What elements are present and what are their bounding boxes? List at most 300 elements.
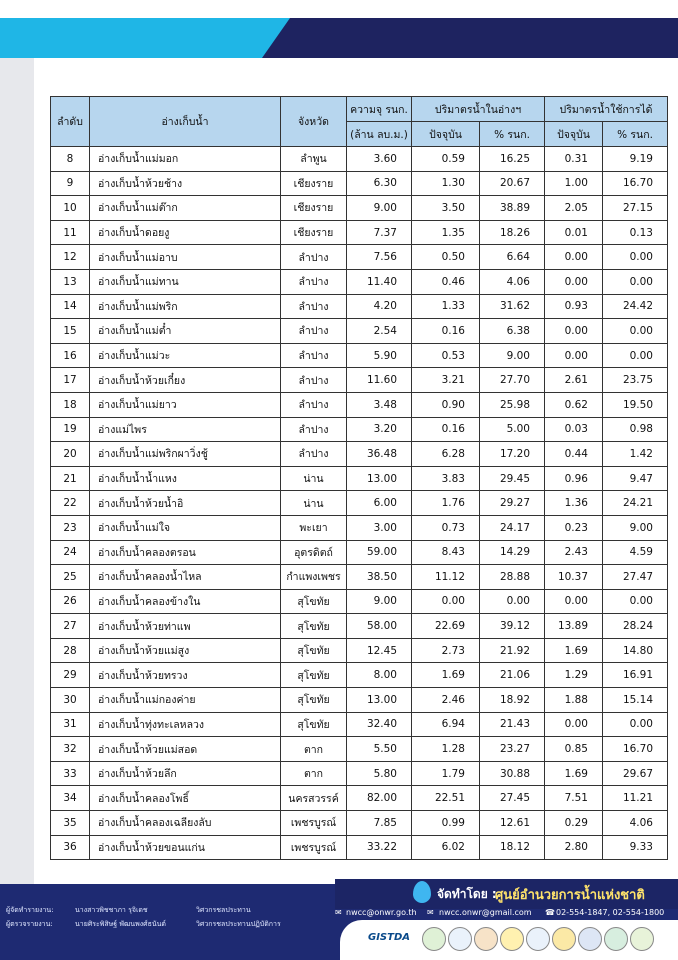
cell-usable: 1.88 xyxy=(545,688,603,713)
cell-name: อ่างเก็บน้ำดอยงู xyxy=(90,220,281,245)
cell-usable: 0.44 xyxy=(545,442,603,467)
table-row xyxy=(51,811,668,836)
cell-name: อ่างเก็บน้ำแม่ต๊าก xyxy=(90,196,281,221)
cell-province: ลำปาง xyxy=(281,245,347,270)
cell-usable-pct: 15.14 xyxy=(603,688,668,713)
cell-name: อ่างเก็บน้ำแม่ต๋ำ xyxy=(90,319,281,344)
cell-no: 32 xyxy=(51,737,90,762)
cell-storage-pct: 28.88 xyxy=(480,565,545,590)
cell-province: ลำปาง xyxy=(281,343,347,368)
cell-usable: 0.01 xyxy=(545,220,603,245)
cell-capacity: 3.48 xyxy=(347,392,412,417)
cell-usable: 1.00 xyxy=(545,171,603,196)
cell-storage: 22.69 xyxy=(412,614,480,639)
partner-logo-3 xyxy=(474,927,498,951)
org-name: ศูนย์อำนวยการน้ำแห่งชาติ xyxy=(495,888,645,903)
cell-name: อ่างเก็บน้ำห้วยแม่สอด xyxy=(90,737,281,762)
reservoir-table xyxy=(50,96,668,860)
cell-usable-pct: 16.91 xyxy=(603,663,668,688)
cell-usable-pct: 14.80 xyxy=(603,638,668,663)
cell-storage-pct: 24.17 xyxy=(480,515,545,540)
table-row xyxy=(51,540,668,565)
cell-usable-pct: 4.06 xyxy=(603,811,668,836)
cell-no: 30 xyxy=(51,688,90,713)
cell-usable-pct: 0.00 xyxy=(603,343,668,368)
cell-name: อ่างเก็บน้ำคลองตรอน xyxy=(90,540,281,565)
cell-name: อ่างเก็บน้ำห้วยขอนแก่น xyxy=(90,835,281,860)
cell-name: อ่างเก็บน้ำแม่พริกผาวิ่งชู้ xyxy=(90,442,281,467)
cell-usable: 0.00 xyxy=(545,589,603,614)
table-row xyxy=(51,319,668,344)
email-icon-2: ✉ xyxy=(427,908,434,917)
cell-no: 16 xyxy=(51,343,90,368)
table-row xyxy=(51,147,668,172)
cell-usable-pct: 9.19 xyxy=(603,147,668,172)
table-row xyxy=(51,171,668,196)
reporter-label: ผู้จัดทำรายงาน: xyxy=(6,906,54,914)
cell-name: อ่างเก็บน้ำห้วยลึก xyxy=(90,761,281,786)
cell-province: น่าน xyxy=(281,466,347,491)
cell-capacity: 5.50 xyxy=(347,737,412,762)
partner-logo-7 xyxy=(578,927,602,951)
cell-storage: 2.46 xyxy=(412,688,480,713)
cell-no: 15 xyxy=(51,319,90,344)
cell-no: 14 xyxy=(51,294,90,319)
top-banner xyxy=(0,0,678,58)
col-header-no: ลำดับ xyxy=(51,97,90,147)
table-row xyxy=(51,638,668,663)
cell-no: 34 xyxy=(51,786,90,811)
cell-capacity: 13.00 xyxy=(347,466,412,491)
cell-usable-pct: 9.47 xyxy=(603,466,668,491)
cell-capacity: 82.00 xyxy=(347,786,412,811)
cell-usable-pct: 0.00 xyxy=(603,245,668,270)
cell-no: 28 xyxy=(51,638,90,663)
cell-name: อ่างเก็บน้ำทุ่งทะเลหลวง xyxy=(90,712,281,737)
cell-name: อ่างเก็บน้ำห้วยเกี๋ยง xyxy=(90,368,281,393)
table-row xyxy=(51,786,668,811)
cell-province: เพชรบูรณ์ xyxy=(281,835,347,860)
cell-province: สุโขทัย xyxy=(281,663,347,688)
cell-no: 24 xyxy=(51,540,90,565)
cell-storage: 0.53 xyxy=(412,343,480,368)
cell-capacity: 12.45 xyxy=(347,638,412,663)
cell-storage: 1.35 xyxy=(412,220,480,245)
col-header-usable-percent: % รนก. xyxy=(603,122,668,147)
cell-province: สุโขทัย xyxy=(281,614,347,639)
cell-storage: 0.46 xyxy=(412,269,480,294)
cell-storage: 3.50 xyxy=(412,196,480,221)
table-row xyxy=(51,491,668,516)
col-header-capacity: ความจุ รนก. xyxy=(347,97,412,122)
cell-usable-pct: 29.67 xyxy=(603,761,668,786)
cell-storage-pct: 30.88 xyxy=(480,761,545,786)
partner-logo-5 xyxy=(526,927,550,951)
cell-storage-pct: 6.64 xyxy=(480,245,545,270)
cell-usable: 2.05 xyxy=(545,196,603,221)
col-header-capacity-unit: (ล้าน ลบ.ม.) xyxy=(347,122,412,147)
table-row xyxy=(51,565,668,590)
cell-capacity: 9.00 xyxy=(347,589,412,614)
cell-storage-pct: 29.45 xyxy=(480,466,545,491)
table-row xyxy=(51,392,668,417)
cell-storage-pct: 23.27 xyxy=(480,737,545,762)
cell-storage: 1.69 xyxy=(412,663,480,688)
cell-storage-pct: 29.27 xyxy=(480,491,545,516)
table-row xyxy=(51,614,668,639)
cell-no: 8 xyxy=(51,147,90,172)
partner-logo-6 xyxy=(552,927,576,951)
cell-usable: 0.00 xyxy=(545,269,603,294)
cell-capacity: 2.54 xyxy=(347,319,412,344)
cell-province: เชียงราย xyxy=(281,171,347,196)
cell-province: ลำปาง xyxy=(281,294,347,319)
cell-storage: 0.50 xyxy=(412,245,480,270)
table-row xyxy=(51,196,668,221)
cell-name: อ่างเก็บน้ำแม่ใจ xyxy=(90,515,281,540)
cell-name: อ่างเก็บน้ำแม่ทาน xyxy=(90,269,281,294)
cell-usable-pct: 23.75 xyxy=(603,368,668,393)
col-header-reservoir: อ่างเก็บน้ำ xyxy=(90,97,281,147)
cell-usable-pct: 28.24 xyxy=(603,614,668,639)
table-row xyxy=(51,220,668,245)
cell-storage-pct: 14.29 xyxy=(480,540,545,565)
cell-usable: 1.69 xyxy=(545,761,603,786)
cell-no: 20 xyxy=(51,442,90,467)
cell-usable: 0.03 xyxy=(545,417,603,442)
cell-storage: 0.99 xyxy=(412,811,480,836)
cell-usable: 0.29 xyxy=(545,811,603,836)
cell-province: นครสวรรค์ xyxy=(281,786,347,811)
cell-storage-pct: 21.43 xyxy=(480,712,545,737)
partner-logo-4 xyxy=(500,927,524,951)
cell-usable: 0.31 xyxy=(545,147,603,172)
cell-storage: 0.16 xyxy=(412,319,480,344)
cell-storage-pct: 18.12 xyxy=(480,835,545,860)
cell-storage-pct: 20.67 xyxy=(480,171,545,196)
cell-name: อ่างแม่ไพร xyxy=(90,417,281,442)
cell-capacity: 32.40 xyxy=(347,712,412,737)
partner-logo-8 xyxy=(604,927,628,951)
cell-usable-pct: 0.00 xyxy=(603,589,668,614)
table-body xyxy=(51,147,668,860)
cell-storage: 0.16 xyxy=(412,417,480,442)
cell-name: อ่างเก็บน้ำห้วยท่าแพ xyxy=(90,614,281,639)
cell-storage-pct: 21.92 xyxy=(480,638,545,663)
cell-capacity: 11.40 xyxy=(347,269,412,294)
cell-usable: 1.69 xyxy=(545,638,603,663)
cell-storage: 0.59 xyxy=(412,147,480,172)
cell-storage-pct: 39.12 xyxy=(480,614,545,639)
table-row xyxy=(51,368,668,393)
table-row xyxy=(51,761,668,786)
cell-no: 36 xyxy=(51,835,90,860)
cell-storage-pct: 9.00 xyxy=(480,343,545,368)
cell-capacity: 3.20 xyxy=(347,417,412,442)
cell-usable-pct: 16.70 xyxy=(603,171,668,196)
cell-capacity: 38.50 xyxy=(347,565,412,590)
cell-province: ลำปาง xyxy=(281,368,347,393)
cell-storage: 1.79 xyxy=(412,761,480,786)
email-icon: ✉ xyxy=(335,908,342,917)
left-margin-strip xyxy=(0,58,34,884)
cell-usable-pct: 27.47 xyxy=(603,565,668,590)
cell-no: 18 xyxy=(51,392,90,417)
table-row xyxy=(51,343,668,368)
cell-storage-pct: 4.06 xyxy=(480,269,545,294)
table-row xyxy=(51,663,668,688)
cell-usable: 1.36 xyxy=(545,491,603,516)
cell-storage: 0.90 xyxy=(412,392,480,417)
cell-no: 26 xyxy=(51,589,90,614)
cell-name: อ่างเก็บน้ำห้วยแม่สูง xyxy=(90,638,281,663)
phone-icon: ☎ xyxy=(545,908,555,917)
cell-name: อ่างเก็บน้ำแม่อาบ xyxy=(90,245,281,270)
cell-capacity: 33.22 xyxy=(347,835,412,860)
cell-province: น่าน xyxy=(281,491,347,516)
cell-no: 31 xyxy=(51,712,90,737)
cell-no: 29 xyxy=(51,663,90,688)
cell-usable: 0.00 xyxy=(545,245,603,270)
cell-province: เชียงราย xyxy=(281,220,347,245)
table-row xyxy=(51,589,668,614)
gistda-logo: GISTDA xyxy=(368,932,410,943)
table-row xyxy=(51,417,668,442)
cell-no: 13 xyxy=(51,269,90,294)
cell-usable-pct: 9.00 xyxy=(603,515,668,540)
cell-name: อ่างเก็บน้ำแม่มอก xyxy=(90,147,281,172)
cell-capacity: 8.00 xyxy=(347,663,412,688)
cell-usable-pct: 9.33 xyxy=(603,835,668,860)
checker-role: วิศวกรชลประทานปฏิบัติการ xyxy=(196,920,281,928)
cell-storage: 1.28 xyxy=(412,737,480,762)
checker-label: ผู้ตรวจรายงาน: xyxy=(6,920,53,928)
table-row xyxy=(51,737,668,762)
cell-storage: 6.02 xyxy=(412,835,480,860)
partner-logo-9 xyxy=(630,927,654,951)
cell-usable-pct: 27.15 xyxy=(603,196,668,221)
cell-province: เพชรบูรณ์ xyxy=(281,811,347,836)
cell-capacity: 6.00 xyxy=(347,491,412,516)
cell-storage-pct: 27.70 xyxy=(480,368,545,393)
cell-name: อ่างเก็บน้ำคลองเฉลียงลับ xyxy=(90,811,281,836)
cell-storage-pct: 5.00 xyxy=(480,417,545,442)
cell-storage: 22.51 xyxy=(412,786,480,811)
reporter-role: วิศวกรชลประทาน xyxy=(196,906,251,914)
cell-usable-pct: 0.00 xyxy=(603,712,668,737)
partner-logo-1 xyxy=(422,927,446,951)
cell-name: อ่างเก็บน้ำแม่กองค่าย xyxy=(90,688,281,713)
cell-province: ตาก xyxy=(281,761,347,786)
cell-name: อ่างเก็บน้ำห้วยทรวง xyxy=(90,663,281,688)
col-header-province: จังหวัด xyxy=(281,97,347,147)
cell-no: 21 xyxy=(51,466,90,491)
cell-capacity: 6.30 xyxy=(347,171,412,196)
cell-usable: 0.23 xyxy=(545,515,603,540)
cell-usable-pct: 0.00 xyxy=(603,319,668,344)
cell-no: 19 xyxy=(51,417,90,442)
cell-province: ลำปาง xyxy=(281,442,347,467)
cell-capacity: 7.56 xyxy=(347,245,412,270)
email-secondary: nwcc.onwr@gmail.com xyxy=(439,908,532,917)
cell-capacity: 5.80 xyxy=(347,761,412,786)
top-banner-cyan-accent xyxy=(0,18,290,58)
cell-usable: 0.93 xyxy=(545,294,603,319)
made-by-label: จัดทำโดย : xyxy=(437,887,497,901)
cell-province: ตาก xyxy=(281,737,347,762)
cell-storage-pct: 16.25 xyxy=(480,147,545,172)
cell-usable-pct: 4.59 xyxy=(603,540,668,565)
cell-storage-pct: 27.45 xyxy=(480,786,545,811)
cell-storage-pct: 31.62 xyxy=(480,294,545,319)
cell-usable: 2.80 xyxy=(545,835,603,860)
cell-capacity: 3.00 xyxy=(347,515,412,540)
cell-storage: 1.30 xyxy=(412,171,480,196)
cell-name: อ่างเก็บน้ำแม่วะ xyxy=(90,343,281,368)
cell-name: อ่างเก็บน้ำห้วยช้าง xyxy=(90,171,281,196)
cell-capacity: 58.00 xyxy=(347,614,412,639)
cell-usable: 0.00 xyxy=(545,319,603,344)
cell-name: อ่างเก็บน้ำน้ำแหง xyxy=(90,466,281,491)
cell-province: สุโขทัย xyxy=(281,638,347,663)
table-row xyxy=(51,442,668,467)
cell-no: 17 xyxy=(51,368,90,393)
cell-no: 22 xyxy=(51,491,90,516)
cell-province: สุโขทัย xyxy=(281,688,347,713)
cell-name: อ่างเก็บน้ำห้วยน้ำอิ xyxy=(90,491,281,516)
table-row xyxy=(51,515,668,540)
cell-province: ลำปาง xyxy=(281,417,347,442)
cell-capacity: 36.48 xyxy=(347,442,412,467)
cell-storage: 3.21 xyxy=(412,368,480,393)
water-drop-icon xyxy=(413,881,431,903)
cell-storage: 11.12 xyxy=(412,565,480,590)
cell-usable-pct: 0.13 xyxy=(603,220,668,245)
table-row xyxy=(51,835,668,860)
cell-storage: 0.00 xyxy=(412,589,480,614)
cell-capacity: 3.60 xyxy=(347,147,412,172)
cell-capacity: 7.85 xyxy=(347,811,412,836)
cell-storage: 0.73 xyxy=(412,515,480,540)
col-header-storage-current: ปัจจุบัน xyxy=(412,122,480,147)
cell-province: สุโขทัย xyxy=(281,712,347,737)
cell-capacity: 59.00 xyxy=(347,540,412,565)
reporter-name: นางสาวพิชชาภา รุจิเดช xyxy=(75,906,148,914)
cell-province: ลำปาง xyxy=(281,392,347,417)
cell-no: 27 xyxy=(51,614,90,639)
cell-province: เชียงราย xyxy=(281,196,347,221)
cell-usable-pct: 19.50 xyxy=(603,392,668,417)
partner-logos xyxy=(340,920,678,960)
email-primary: nwcc@onwr.go.th xyxy=(346,908,417,917)
cell-usable: 0.62 xyxy=(545,392,603,417)
cell-capacity: 4.20 xyxy=(347,294,412,319)
cell-capacity: 5.90 xyxy=(347,343,412,368)
table-header-row-1 xyxy=(51,97,668,122)
org-banner xyxy=(335,879,678,909)
cell-storage-pct: 18.92 xyxy=(480,688,545,713)
cell-storage: 2.73 xyxy=(412,638,480,663)
cell-capacity: 9.00 xyxy=(347,196,412,221)
cell-no: 11 xyxy=(51,220,90,245)
cell-province: กำแพงเพชร xyxy=(281,565,347,590)
cell-storage: 1.33 xyxy=(412,294,480,319)
cell-no: 35 xyxy=(51,811,90,836)
cell-usable: 2.43 xyxy=(545,540,603,565)
cell-no: 12 xyxy=(51,245,90,270)
cell-capacity: 13.00 xyxy=(347,688,412,713)
cell-storage: 6.94 xyxy=(412,712,480,737)
cell-usable-pct: 0.98 xyxy=(603,417,668,442)
checker-name: นายศิระพิสิษฐ์ พัฒนพงศ์ธนันต์ xyxy=(75,920,166,928)
cell-province: ลำปาง xyxy=(281,319,347,344)
cell-storage-pct: 38.89 xyxy=(480,196,545,221)
cell-usable: 2.61 xyxy=(545,368,603,393)
cell-storage: 8.43 xyxy=(412,540,480,565)
cell-storage: 3.83 xyxy=(412,466,480,491)
cell-no: 10 xyxy=(51,196,90,221)
cell-usable-pct: 11.21 xyxy=(603,786,668,811)
phone-number: 02-554-1847, 02-554-1800 xyxy=(556,908,665,917)
col-header-storage-percent: % รนก. xyxy=(480,122,545,147)
cell-storage-pct: 0.00 xyxy=(480,589,545,614)
cell-province: สุโขทัย xyxy=(281,589,347,614)
table-row xyxy=(51,712,668,737)
cell-capacity: 11.60 xyxy=(347,368,412,393)
cell-capacity: 7.37 xyxy=(347,220,412,245)
table-row xyxy=(51,466,668,491)
cell-storage-pct: 18.26 xyxy=(480,220,545,245)
cell-usable: 7.51 xyxy=(545,786,603,811)
cell-name: อ่างเก็บน้ำแม่พริก xyxy=(90,294,281,319)
cell-usable: 13.89 xyxy=(545,614,603,639)
cell-usable: 0.00 xyxy=(545,343,603,368)
cell-name: อ่างเก็บน้ำคลองข้างใน xyxy=(90,589,281,614)
cell-name: อ่างเก็บน้ำคลองน้ำไหล xyxy=(90,565,281,590)
table-row xyxy=(51,294,668,319)
cell-usable: 1.29 xyxy=(545,663,603,688)
cell-storage-pct: 12.61 xyxy=(480,811,545,836)
cell-storage-pct: 6.38 xyxy=(480,319,545,344)
cell-no: 23 xyxy=(51,515,90,540)
cell-province: พะเยา xyxy=(281,515,347,540)
cell-storage: 1.76 xyxy=(412,491,480,516)
col-header-storage: ปริมาตรน้ำในอ่างฯ xyxy=(412,97,545,122)
cell-name: อ่างเก็บน้ำแม่ยาว xyxy=(90,392,281,417)
cell-no: 9 xyxy=(51,171,90,196)
cell-no: 33 xyxy=(51,761,90,786)
cell-usable-pct: 1.42 xyxy=(603,442,668,467)
cell-usable: 0.85 xyxy=(545,737,603,762)
cell-storage-pct: 25.98 xyxy=(480,392,545,417)
cell-usable: 0.00 xyxy=(545,712,603,737)
cell-usable-pct: 16.70 xyxy=(603,737,668,762)
table-row xyxy=(51,688,668,713)
cell-storage-pct: 21.06 xyxy=(480,663,545,688)
col-header-usable: ปริมาตรน้ำใช้การได้ xyxy=(545,97,668,122)
cell-usable: 10.37 xyxy=(545,565,603,590)
col-header-usable-current: ปัจจุบัน xyxy=(545,122,603,147)
cell-usable-pct: 24.21 xyxy=(603,491,668,516)
partner-logo-2 xyxy=(448,927,472,951)
cell-storage: 6.28 xyxy=(412,442,480,467)
cell-usable: 0.96 xyxy=(545,466,603,491)
table-row xyxy=(51,245,668,270)
cell-storage-pct: 17.20 xyxy=(480,442,545,467)
cell-province: อุตรดิตถ์ xyxy=(281,540,347,565)
table-row xyxy=(51,269,668,294)
cell-usable-pct: 24.42 xyxy=(603,294,668,319)
